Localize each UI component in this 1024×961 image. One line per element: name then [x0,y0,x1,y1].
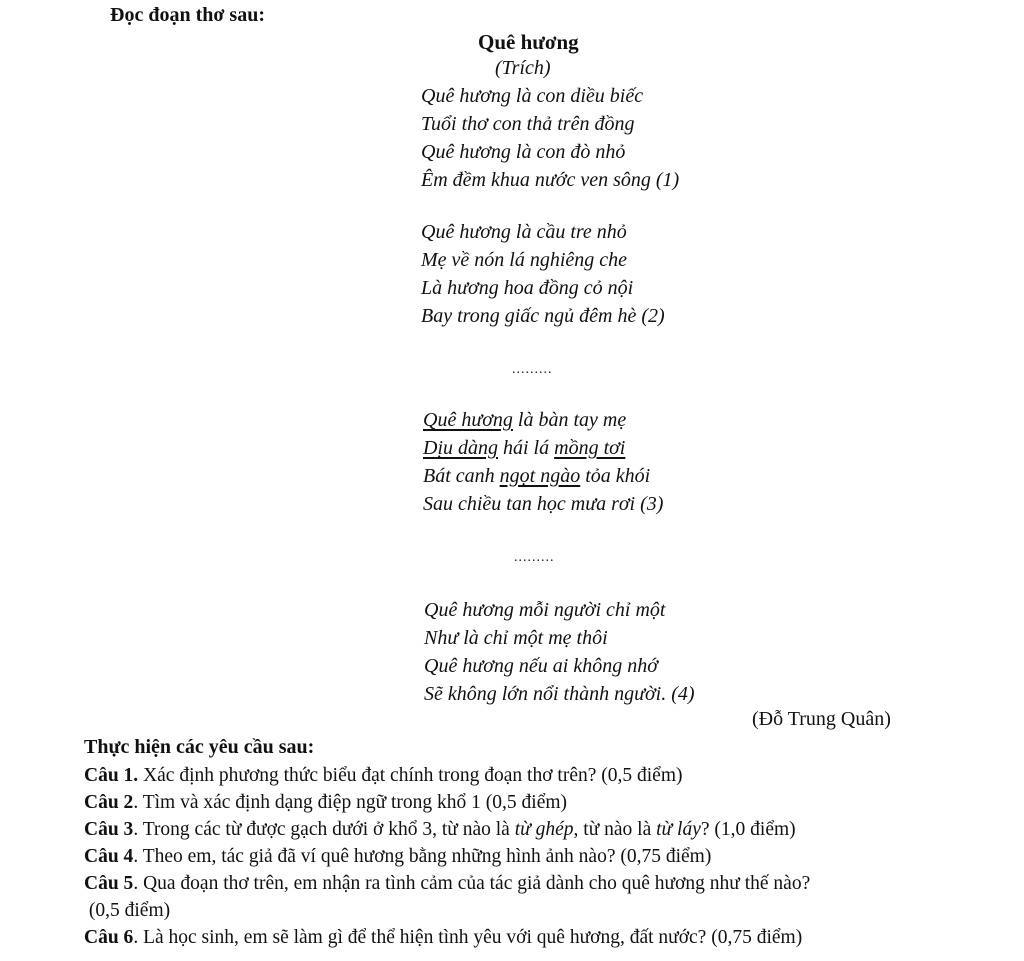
term-tu-lay: từ láy [656,819,701,840]
ellipsis-separator: ......... [512,362,553,377]
question-text: . Trong các từ được gạch dưới ở khổ 3, từ nào là [133,819,515,840]
underlined-word: mồng tơi [554,437,626,459]
question-5-continued: (0,5 điểm) [84,900,171,921]
poem-line [423,462,663,490]
question-4 [84,843,810,870]
poem-line: Như là chỉ một mẹ thôi [424,627,608,649]
question-label: Câu 1. [84,765,139,786]
underlined-word: Dịu dàng [423,437,498,459]
poem-line: Quê hương mỗi người chỉ một [424,599,666,621]
poem-author: (Đỗ Trung Quân) [752,708,891,730]
poem-line: Là hương hoa đồng cỏ nội [421,277,634,299]
ellipsis-separator: ......... [514,550,555,565]
question-label: Câu 2 [84,792,134,813]
question-text: . Theo em, tác giả đã ví quê hương bằng những hình ảnh nào? (0,75 điểm) [133,846,712,867]
line-text: tỏa khói [580,465,651,487]
line-text: Bát canh [423,465,500,487]
poem-line: Bay trong giấc ngủ đêm hè (2) [421,305,665,327]
question-text: . Là học sinh, em sẽ làm gì để thể hiện tình yêu với quê hương, đất nước? (0,75 điểm) [133,927,803,948]
poem-line [423,434,663,462]
question-6 [84,924,810,951]
poem-line: Quê hương là con diều biếc [421,85,644,107]
stanza-4 [424,596,695,708]
question-text: Xác định phương thức biểu đạt chính trong đoạn thơ trên? (0,5 điểm) [138,765,683,786]
poem-line: Quê hương là cầu tre nhỏ [421,221,627,243]
stanza-3 [423,406,663,518]
poem-excerpt-note: (Trích) [495,57,551,79]
question-label: Câu 6 [84,927,134,948]
term-tu-ghep: từ ghép [514,819,574,840]
poem-line: Tuổi thơ con thả trên đồng [421,113,635,135]
question-text: . Tìm và xác định dạng điệp ngữ trong khổ 1 (0,5 điểm) [133,792,568,813]
question-1 [84,762,810,789]
poem-line [423,406,663,434]
question-text: ? (1,0 điểm) [700,819,796,840]
stanza-1 [421,82,679,194]
question-3 [84,816,810,843]
question-text: . Qua đoạn thơ trên, em nhận ra tình cảm của tác giả dành cho quê hương như thế nào? [133,873,811,894]
question-label: Câu 5 [84,873,134,894]
poem-line: Quê hương nếu ai không nhớ [424,655,658,677]
question-label: Câu 4 [84,846,134,867]
stanza-2 [421,218,665,330]
intro-heading: Đọc đoạn thơ sau: [110,4,265,26]
underlined-word: ngọt ngào [499,465,581,487]
tasks-heading: Thực hiện các yêu cầu sau: [84,736,315,758]
line-text: là bàn tay mẹ [512,409,627,431]
poem-line: Mẹ về nón lá nghiêng che [421,249,628,271]
poem-line: Quê hương là con đò nhỏ [421,141,626,163]
poem-title: Quê hương [478,30,579,54]
questions-list [84,762,810,951]
question-text: , từ nào là [573,819,657,840]
poem-line: Êm đềm khua nước ven sông (1) [421,169,680,191]
question-label: Câu 3 [84,819,134,840]
poem-line: Sẽ không lớn nổi thành người. (4) [424,683,695,705]
underlined-word: Quê hương [423,409,513,431]
poem-line: Sau chiều tan học mưa rơi (3) [423,493,664,515]
question-2 [84,789,810,816]
question-5 [84,870,810,897]
line-text: hái lá [498,437,555,459]
